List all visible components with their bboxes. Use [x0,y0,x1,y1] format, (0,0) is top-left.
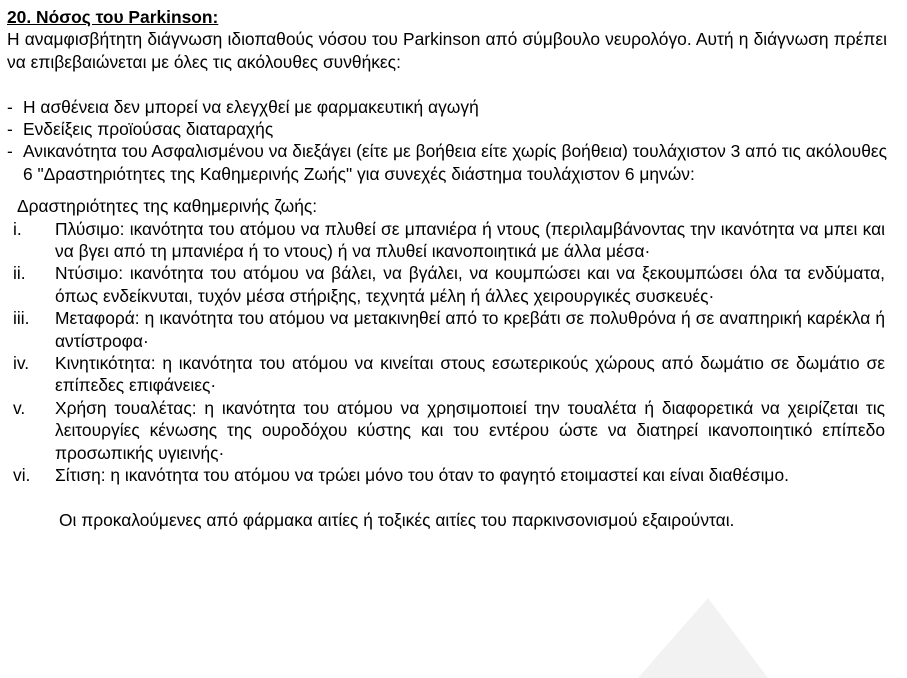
list-item [7,118,887,140]
list-item [13,218,887,263]
list-item [13,464,887,486]
condition-text: Ενδείξεις προϊούσας διαταραχής [23,119,274,140]
conditions-list [7,96,887,186]
adl-item-text: Κινητικότητα: η ικανότητα του ατόμου να κινείται στους εσωτερικούς χώρους από δωμάτιο σε δωμάτιο σε επίπεδες επιφάνειες· [55,353,885,396]
list-item [13,397,887,464]
section-title: 20. Νόσος του Parkinson: [7,7,219,27]
adl-item-text: Πλύσιμο: ικανότητα του ατόμου να πλυθεί σε μπανιέρα ή ντους (περιλαμβάνοντας την ικανότητα να μπει και να βγει από τη μπανιέρα ή το ντους) ή να πλυθεί ικανοποιητικά με άλλα μέσα· [55,218,885,262]
roman-numeral: iv. [13,353,30,374]
list-dash: - [7,141,13,162]
list-dash: - [7,119,13,140]
condition-text: Η ασθένεια δεν μπορεί να ελεγχθεί με φαρμακευτική αγωγή [23,96,479,117]
section-intro: Η αναμφισβήτητη διάγνωση ιδιοπαθούς νόσου του Parkinson από σύμβουλο νευρολόγο. Αυτή η διάγνωση πρέπει να επιβεβαιώνεται με όλες τις ακόλουθες συνθήκες: [7,29,887,72]
list-item [13,307,887,352]
adl-item-text: Σίτιση: η ικανότητα του ατόμου να τρώει μόνο του όταν το φαγητό ετοιμαστεί και είναι διαθέσιμο. [55,465,789,486]
list-item [7,96,887,118]
spacer [7,73,887,95]
list-item [13,262,887,307]
adl-item-text: Μεταφορά: η ικανότητα του ατόμου να μετακινηθεί από το κρεβάτι σε πολυθρόνα ή σε αναπηρική καρέκλα ή αντίστροφα· [55,308,885,351]
list-item [13,352,887,397]
document-page [7,6,887,548]
condition-text: Ανικανότητα του Ασφαλισμένου να διεξάγει (είτε με βοήθεια είτε χωρίς βοήθεια) τουλάχιστον 3 από τις ακόλουθες 6 "Δραστηριότητες της Καθημερινής Ζωής" για συνεχές διάστημα τουλάχιστον 6 μηνών: [23,141,887,184]
adl-heading: Δραστηριότητες της καθημερινής ζωής: [17,196,318,217]
adl-item-text: Ντύσιμο: ικανότητα του ατόμου να βάλει, να βγάλει, να κουμπώσει και να ξεκουμπώσει όλα τα ενδύματα, όπως ενδείκνυται, τυχόν μέσα στήριξης, τεχνητά μέλη ή άλλες χειρουργικές συσκευές· [55,263,885,306]
adl-section [13,195,887,486]
list-item [7,140,887,185]
list-dash: - [7,96,13,117]
watermark-shape-icon [638,598,768,678]
exclusion-note: Οι προκαλούμενες από φάρμακα αιτίες ή τοξικές αιτίες του παρκινσονισμού εξαιρούνται. [59,509,735,530]
roman-numeral: v. [13,397,26,418]
roman-numeral: vi. [13,465,31,486]
roman-numeral: i. [13,218,22,239]
roman-numeral: ii. [13,263,26,284]
adl-item-text: Χρήση τουαλέτας: η ικανότητα του ατόμου να χρησιμοποιεί την τουαλέτα ή διαφορετικά να χειρίζεται τις λειτουργίες κένωσης της ουροδόχου κύστης και του εντέρου ώστε να διατηρεί ικανοποιητικό επίπεδο προσωπικής υγιεινής· [55,397,885,463]
roman-numeral: iii. [13,308,30,329]
